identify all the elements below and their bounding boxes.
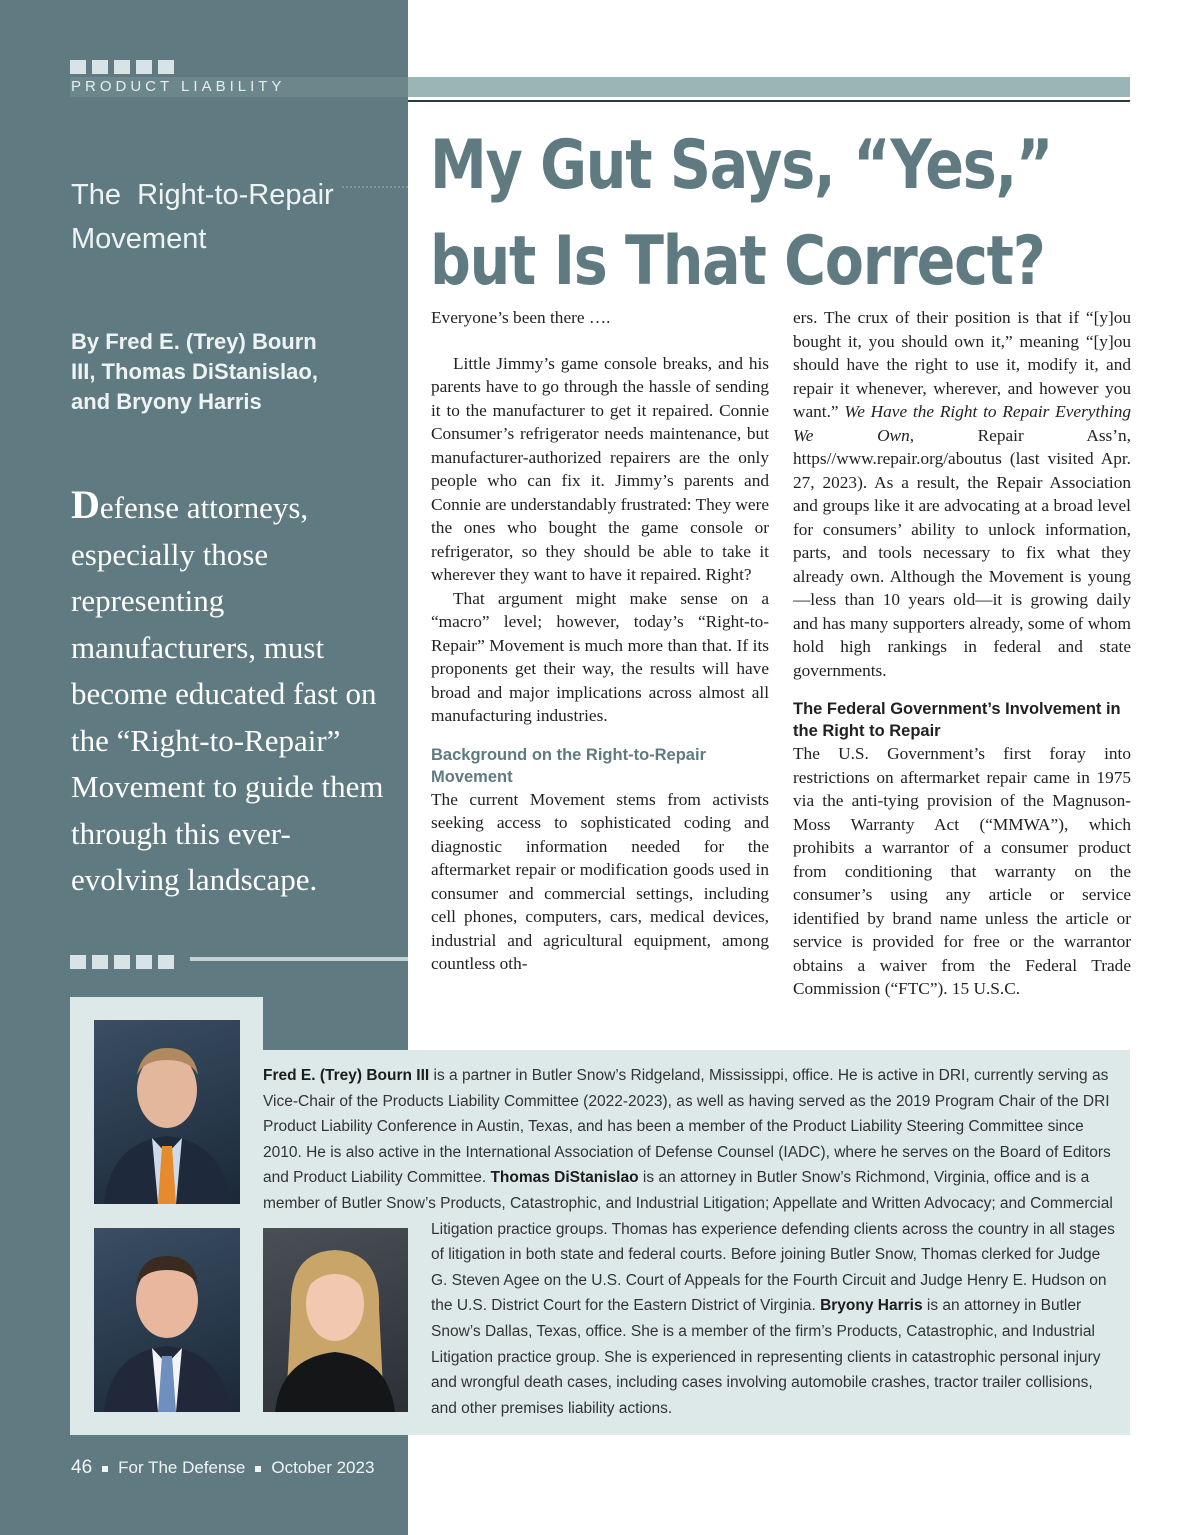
bio-name: Bryony Harris (820, 1297, 923, 1315)
section-heading: Background on the Right-to-Repair Movement (431, 745, 706, 786)
header-rule (408, 100, 1130, 102)
author-photo-bourn (94, 1020, 240, 1204)
pull-quote-text: efense attorneys, especially those representing manufacturers, must become educated fast on the “Right-to-Repair” Movement to guide them through this ever-evolving landscape. (71, 490, 384, 897)
headline-line-1: My Gut Says, “Yes,” (430, 126, 1053, 205)
kicker (71, 173, 334, 261)
article-column-2 (793, 306, 1131, 1026)
bio-text: is an attorney in Butler Snow’s Dallas, Texas, office. She is a member of the firm’s Products, Catastrophic, and Industrial Litigation practice group. She is experienced in representing clients in catastrophic personal injury and wrongful death cases, including cases involving automobile crashes, tractor trailer collisions, and other premises liability actions. (431, 1297, 1101, 1417)
bio-name: Thomas DiStanislao (490, 1169, 639, 1187)
paragraph: Little Jimmy’s game console breaks, and his parents have to go through the hassle of sending it to the manufacturer to get it repaired. Connie Consumer’s refrigerator needs maintenance, but manufacturer-authorized repairers are the only people who can fix it. Jimmy’s parents and Connie are understandably frustrated: They were the ones who bought the game console or refrigerator, so they should be able to take it wherever they want to have it repaired. Right? (431, 353, 769, 584)
decorative-rule (190, 957, 408, 961)
kicker-line-2: Movement (71, 223, 207, 255)
page-footer (71, 1456, 374, 1480)
drop-cap: D (71, 482, 100, 527)
byline-line-3: and Bryony Harris (71, 389, 262, 414)
paragraph (793, 306, 1131, 682)
headline (430, 118, 1053, 310)
decorative-squares-bottom (70, 955, 174, 969)
dotted-leader (342, 186, 408, 188)
paragraph: That argument might make sense on a “macro” level; however, today’s “Right-to-Repair” Movement is much more than that. If its proponents get their way, the results will have broad and major implications across almost all manufacturing industries. (431, 588, 769, 725)
paragraph-text: ers. The crux of their position is that if “[y]ou bought it, you should own it,” meaning “[y]ou should have the right to use it, modify it, and repair it whenever, wherever, and however you want.” (793, 308, 1131, 421)
author-photo-distanislao (94, 1228, 240, 1412)
byline (71, 327, 371, 417)
section-heading: The Federal Government’s Involvement in the Right to Repair (793, 700, 1121, 740)
author-bio (263, 1063, 1115, 1421)
page-number: 46 (71, 1457, 93, 1478)
section-label: PRODUCT LIABILITY (71, 78, 286, 95)
bio-text: Litigation practice groups. Thomas has experience defending clients across the country in all stages of litigation in both state and federal courts. Before joining Butler Snow, Thomas clerked for Judge G. Steven Agee on the U.S. Court of Appeals for the Fourth Circuit and Judge Henry E. Hudson on the U.S. District Court for the Eastern District of Virginia. (431, 1220, 1115, 1315)
kicker-line-1: The Right-to-Repair (71, 179, 334, 211)
byline-line-2: III, Thomas DiStanislao, (71, 359, 318, 384)
paragraph: The current Movement stems from activists seeking access to sophisticated coding and diagnostic information needed for the aftermarket repair or modification goods used in consumer and commercial settings, including cell phones, computers, cars, medical devices, industrial and agricultural equipment, among countless oth- (431, 789, 769, 973)
footer-separator (102, 1466, 108, 1472)
publication-name: For The Defense (118, 1458, 246, 1477)
bio-part-2 (431, 1217, 1115, 1422)
footer-separator (255, 1466, 261, 1472)
paragraph: The U.S. Government’s first foray into restrictions on aftermarket repair came in 1975 via the anti-tying provision of the Magnuson-Moss Warranty Act (“MMWA”), which prohibits a warrantor of a consumer product from conditioning that warranty on the consumer’s using any article or service identified by brand name unless the article or service is provided for free or the warrantor obtains a waiver from the Federal Trade Commission (“FTC”). 15 U.S.C. (793, 744, 1131, 998)
pull-quote (71, 482, 391, 904)
issue-date: October 2023 (271, 1458, 375, 1477)
bio-text: is a partner in Butler Snow’s Ridgeland, Mississippi, office. He is active in DRI, currently serving as Vice-Chair of the Products Liability Committee (2022-2023), as well as having served as the 2019 Program Chair of the DRI Product Liability Conference in Austin, Texas, and has been a member of the Product Liability Steering Committee since 2010. He is also active in the International Association of Defense Counsel (IADC), where he serves on the Board of Editors and Product Liability Committee. (263, 1067, 1111, 1187)
paragraph: Everyone’s been there …. (431, 308, 611, 327)
paragraph-text: , Repair Ass’n, https//www.repair.org/aboutus (last visited Apr. 27, 2023). As a result, the Repair Association and groups like it are advocating at a broad level for consumers’ ability to unlock information, parts, and tools necessary to fix what they already own. Although the Movement is young—less than 10 years old—it is growing daily and has many supporters already, some of whom hold high rankings in federal and state governments. (793, 425, 1131, 680)
bio-text: is an attorney in Butler Snow’s Richmond, Virginia, office and is a member of Butler Snow’s Products, Catastrophic, and Industrial Litigation; Appellate and Written Advocacy; and Commercial (263, 1169, 1113, 1212)
bio-part-1 (263, 1063, 1115, 1217)
headline-line-2: but Is That Correct? (430, 222, 1045, 301)
article-column-1 (431, 306, 769, 1026)
citation-title: We Have the Right to Repair Everything We Own (793, 402, 1131, 445)
decorative-squares-top (70, 60, 174, 74)
byline-line-1: By Fred E. (Trey) Bourn (71, 329, 317, 354)
bio-name: Fred E. (Trey) Bourn III (263, 1067, 430, 1084)
